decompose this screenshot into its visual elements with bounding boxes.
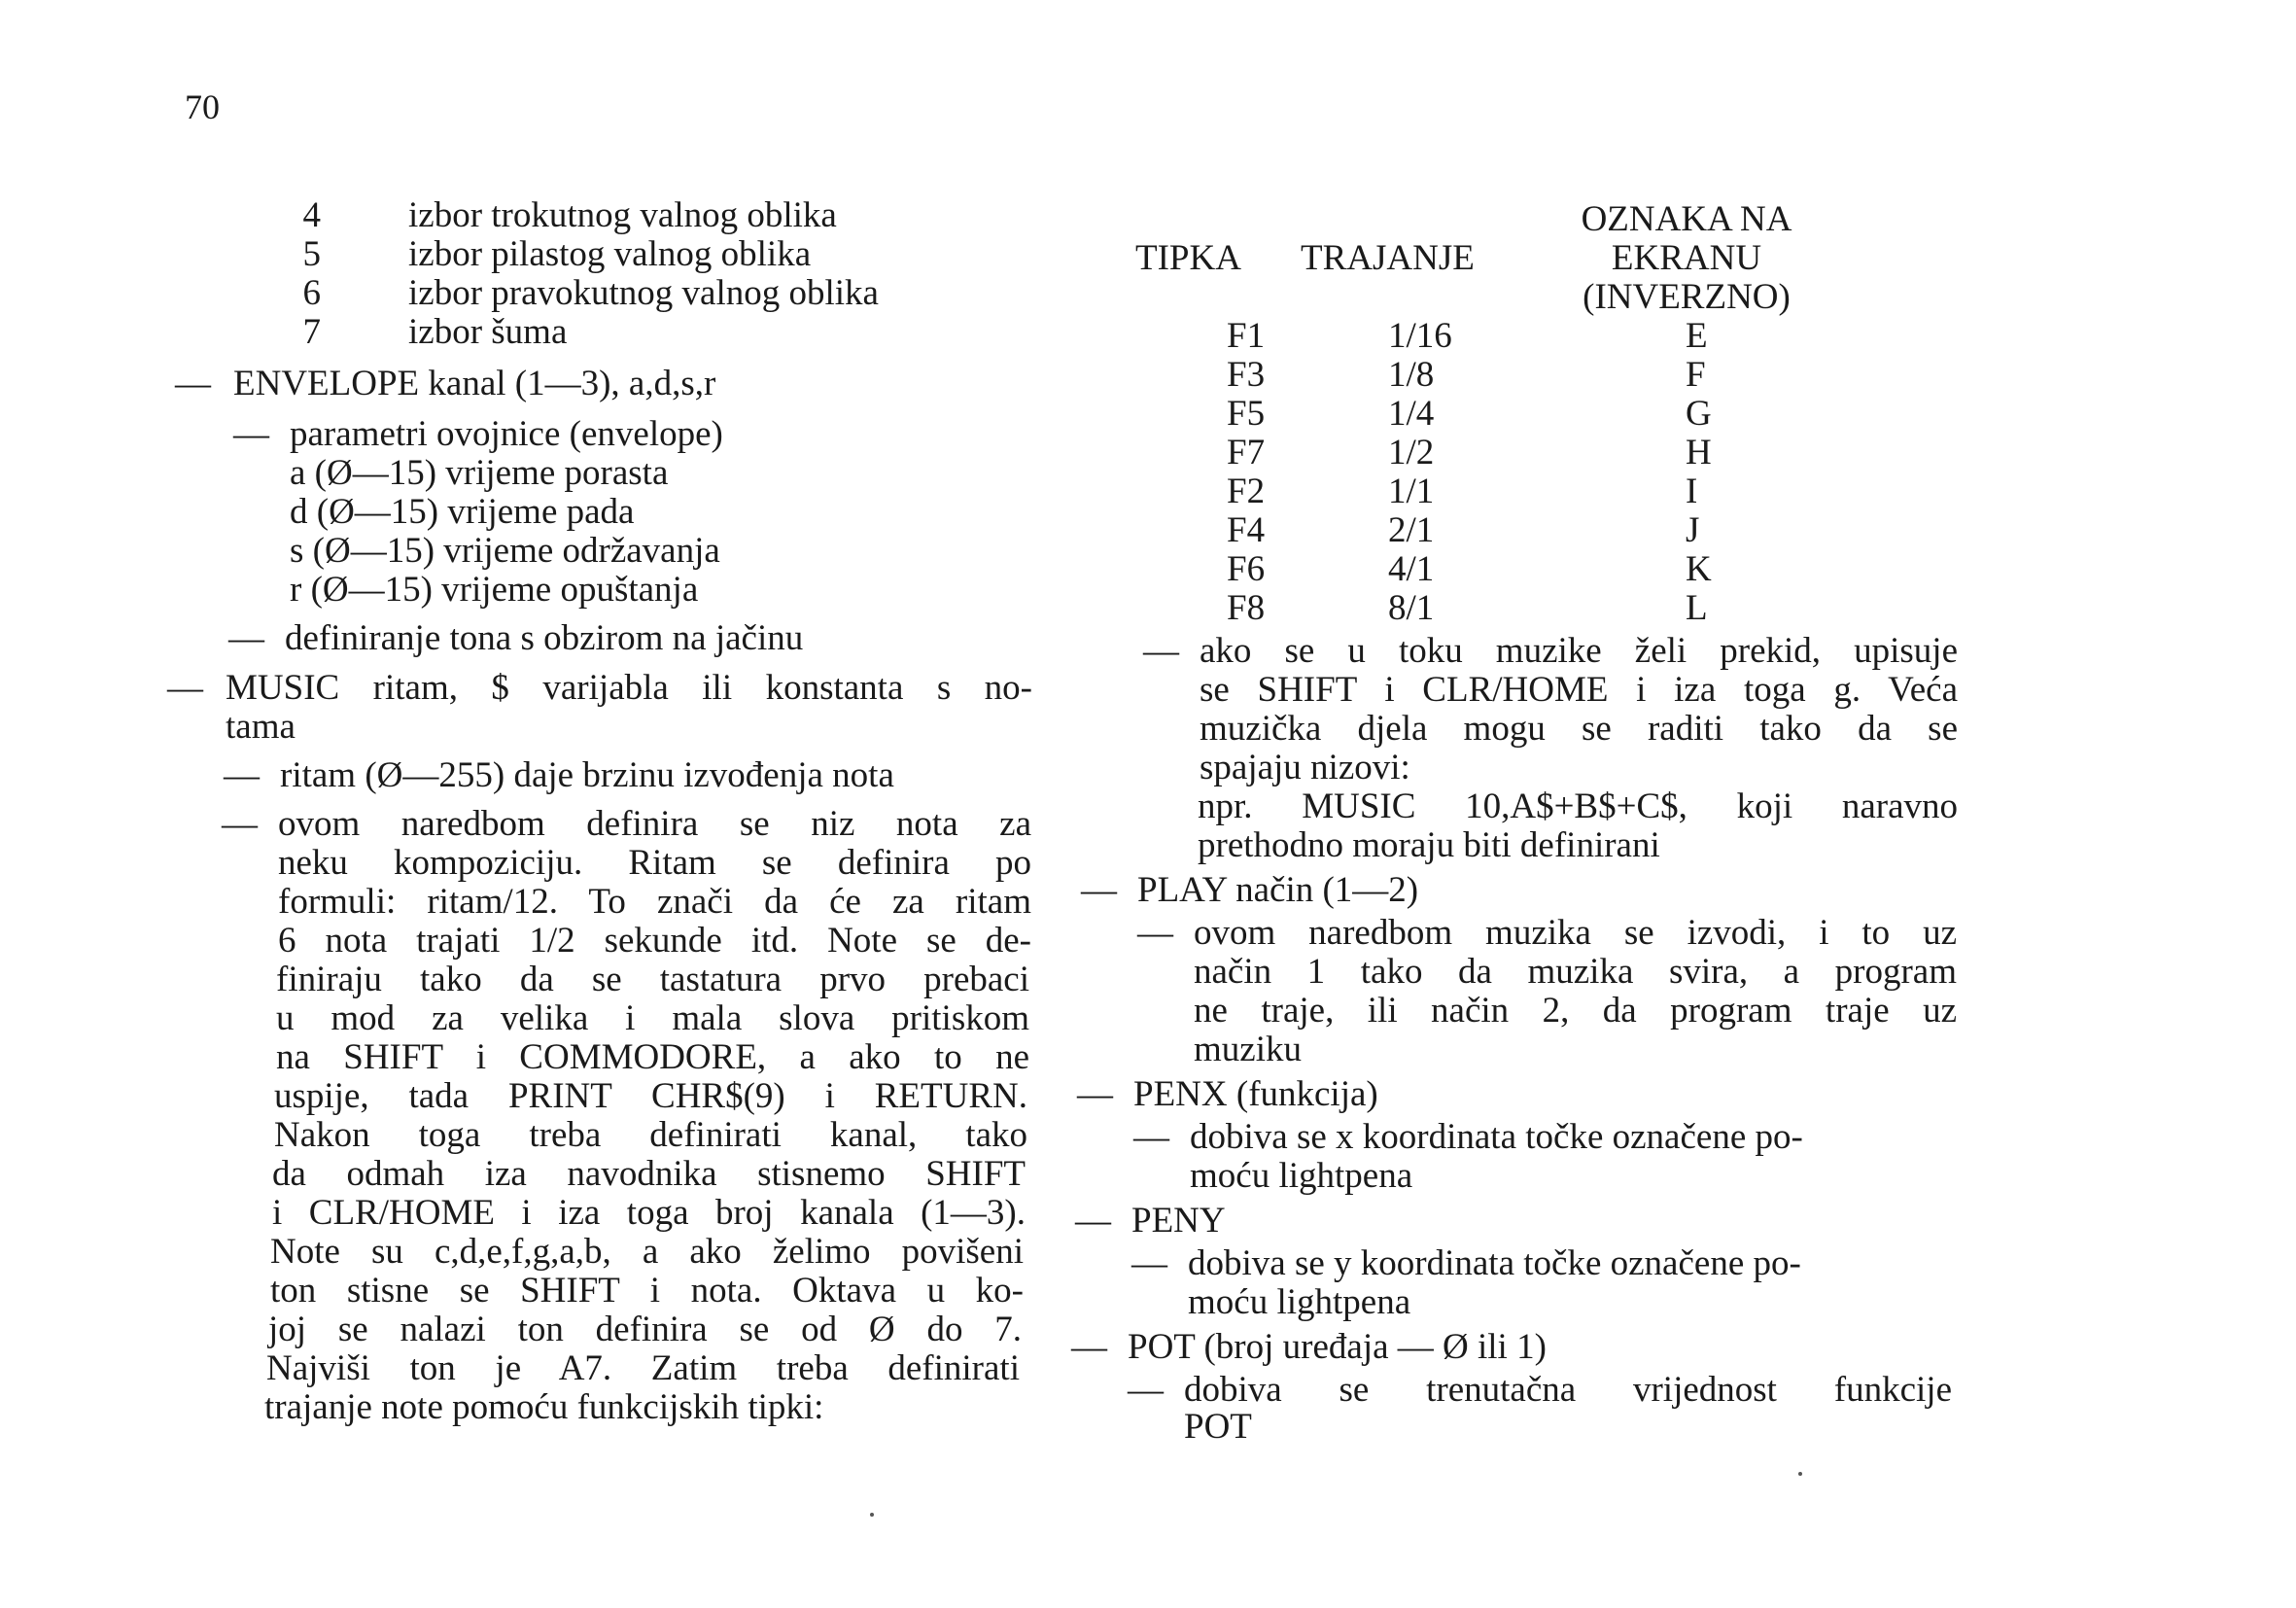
envelope-param-a: a (Ø—15) vrijeme porasta bbox=[290, 453, 669, 493]
table-cell-duration: 1/16 bbox=[1388, 316, 1452, 356]
peny-line: moću lightpena bbox=[1188, 1282, 1411, 1322]
waveform-num-5: 5 bbox=[302, 234, 321, 274]
stop-line: muzička djela mogu se raditi tako da se bbox=[1200, 709, 1958, 749]
music-para-line: ovom naredbom definira se niz nota za bbox=[278, 804, 1031, 844]
peny-sub-dash bbox=[1131, 1244, 1167, 1283]
pot-sub-dash bbox=[1128, 1371, 1164, 1410]
table-cell-mark: J bbox=[1686, 510, 1700, 550]
envelope-param-r: r (Ø—15) vrijeme opuštanja bbox=[290, 570, 699, 610]
table-cell-mark: H bbox=[1686, 433, 1712, 472]
music-para-line: i CLR/HOME i iza toga broj kanala (1—3). bbox=[272, 1193, 1026, 1233]
table-cell-mark: K bbox=[1686, 549, 1712, 589]
envelope-sub1: parametri ovojnice (envelope) bbox=[290, 414, 723, 454]
header-oznaka-line-2: EKRANU bbox=[1611, 238, 1762, 278]
music-para-line: na SHIFT i COMMODORE, a ako to ne bbox=[276, 1037, 1029, 1077]
music-para-line: joj se nalazi ton definira se od Ø do 7. bbox=[268, 1310, 1022, 1349]
table-cell-key: F1 bbox=[1227, 316, 1266, 356]
play-line: muziku bbox=[1194, 1030, 1302, 1069]
table-cell-mark: L bbox=[1686, 588, 1708, 628]
scan-speck bbox=[1798, 1472, 1802, 1476]
table-cell-duration: 1/1 bbox=[1388, 472, 1435, 511]
waveform-num-6: 6 bbox=[302, 273, 321, 313]
play-sub-dash bbox=[1137, 914, 1173, 953]
music-para-line: formuli: ritam/12. To znači da će za ritam bbox=[278, 882, 1031, 922]
table-cell-duration: 2/1 bbox=[1388, 510, 1435, 550]
peny-dash bbox=[1075, 1202, 1111, 1241]
table-cell-duration: 1/8 bbox=[1388, 355, 1435, 395]
table-cell-key: F4 bbox=[1227, 510, 1266, 550]
play-line: način 1 tako da muzika svira, a program bbox=[1194, 952, 1957, 992]
stop-dash bbox=[1143, 632, 1179, 671]
music-para-line: uspije, tada PRINT CHR$(9) i RETURN. bbox=[274, 1076, 1027, 1116]
example-line: prethodno moraju biti definirani bbox=[1198, 825, 1660, 865]
waveform-text-5: izbor pilastog valnog oblika bbox=[408, 234, 812, 274]
penx-line: moću lightpena bbox=[1190, 1156, 1413, 1196]
music-title-line-2: tama bbox=[226, 707, 296, 747]
table-cell-mark: E bbox=[1686, 316, 1708, 356]
penx-sub-dash bbox=[1133, 1118, 1169, 1157]
table-cell-key: F7 bbox=[1227, 433, 1266, 472]
music-para-line: ton stisne se SHIFT i nota. Oktava u ko- bbox=[270, 1271, 1024, 1311]
envelope-param-d: d (Ø—15) vrijeme pada bbox=[290, 492, 635, 532]
scan-speck bbox=[870, 1513, 874, 1517]
stop-line: ako se u toku muzike želi prekid, upisuje bbox=[1200, 631, 1958, 671]
play-title: PLAY način (1—2) bbox=[1137, 870, 1419, 910]
waveform-num-4: 4 bbox=[302, 195, 321, 235]
header-tipka: TIPKA bbox=[1135, 238, 1241, 278]
music-ritam-dash bbox=[224, 756, 260, 795]
play-dash bbox=[1081, 871, 1117, 910]
table-cell-duration: 1/4 bbox=[1388, 394, 1435, 434]
music-para-line: trajanje note pomoću funkcijskih tipki: bbox=[264, 1387, 824, 1427]
music-para-line: Nakon toga treba definirati kanal, tako bbox=[274, 1115, 1027, 1155]
music-para-line: 6 nota trajati 1/2 sekunde itd. Note se de- bbox=[278, 921, 1031, 961]
music-dash bbox=[167, 669, 203, 708]
envelope-title: ENVELOPE kanal (1—3), a,d,s,r bbox=[233, 364, 716, 403]
play-line: ne traje, ili način 2, da program traje uz bbox=[1194, 991, 1957, 1031]
envelope-sub2: definiranje tona s obzirom na jačinu bbox=[285, 618, 804, 658]
waveform-text-6: izbor pravokutnog valnog oblika bbox=[408, 273, 879, 313]
envelope-param-s: s (Ø—15) vrijeme održavanja bbox=[290, 531, 720, 571]
table-cell-duration: 4/1 bbox=[1388, 549, 1435, 589]
music-title-line-1: MUSIC ritam, $ varijabla ili konstanta s no- bbox=[226, 668, 1032, 708]
header-trajanje: TRAJANJE bbox=[1301, 238, 1475, 278]
table-cell-key: F8 bbox=[1227, 588, 1266, 628]
table-cell-duration: 8/1 bbox=[1388, 588, 1435, 628]
table-cell-key: F6 bbox=[1227, 549, 1266, 589]
table-cell-mark: F bbox=[1686, 355, 1706, 395]
waveform-num-7: 7 bbox=[302, 312, 321, 352]
pot-dash bbox=[1071, 1328, 1107, 1367]
example-line: npr. MUSIC 10,A$+B$+C$, koji naravno bbox=[1198, 787, 1958, 826]
table-cell-key: F2 bbox=[1227, 472, 1266, 511]
pot-line: dobiva se trenutačna vrijednost funkcije bbox=[1184, 1370, 1952, 1410]
penx-line: dobiva se x koordinata točke označene po- bbox=[1190, 1117, 1803, 1157]
pot-line: POT bbox=[1184, 1407, 1252, 1447]
music-ritam: ritam (Ø—255) daje brzinu izvođenja nota bbox=[280, 755, 894, 795]
table-cell-mark: I bbox=[1686, 472, 1698, 511]
envelope-sub2-dash bbox=[228, 619, 264, 658]
penx-dash bbox=[1077, 1075, 1113, 1114]
table-cell-duration: 1/2 bbox=[1388, 433, 1435, 472]
waveform-text-7: izbor šuma bbox=[408, 312, 568, 352]
peny-title: PENY bbox=[1131, 1201, 1226, 1241]
waveform-text-4: izbor trokutnog valnog oblika bbox=[408, 195, 837, 235]
header-oznaka-line-1: OZNAKA NA bbox=[1581, 199, 1792, 239]
music-para-line: finiraju tako da se tastatura prvo prebaci bbox=[276, 960, 1029, 999]
penx-title: PENX (funkcija) bbox=[1133, 1074, 1378, 1114]
page-number: 70 bbox=[185, 87, 220, 126]
music-para-line: neku kompoziciju. Ritam se definira po bbox=[278, 843, 1031, 883]
peny-line: dobiva se y koordinata točke označene po- bbox=[1188, 1243, 1801, 1283]
play-line: ovom naredbom muzika se izvodi, i to uz bbox=[1194, 913, 1957, 953]
music-para-line: da odmah iza navodnika stisnemo SHIFT bbox=[272, 1154, 1026, 1194]
table-cell-mark: G bbox=[1686, 394, 1712, 434]
stop-line: spajaju nizovi: bbox=[1200, 748, 1410, 787]
music-para-line: u mod za velika i mala slova pritiskom bbox=[276, 998, 1029, 1038]
stop-line: se SHIFT i CLR/HOME i iza toga g. Veća bbox=[1200, 670, 1958, 710]
music-para-line: Note su c,d,e,f,g,a,b, a ako želimo povišeni bbox=[270, 1232, 1024, 1272]
table-cell-key: F5 bbox=[1227, 394, 1266, 434]
music-para-line: Najviši ton je A7. Zatim treba definirati bbox=[266, 1348, 1020, 1388]
table-cell-key: F3 bbox=[1227, 355, 1266, 395]
envelope-dash bbox=[175, 365, 211, 403]
header-oznaka-line-3: (INVERZNO) bbox=[1583, 277, 1791, 317]
music-para-dash bbox=[222, 805, 258, 844]
pot-title: POT (broj uređaja — Ø ili 1) bbox=[1128, 1327, 1547, 1367]
envelope-sub1-dash bbox=[233, 415, 269, 454]
